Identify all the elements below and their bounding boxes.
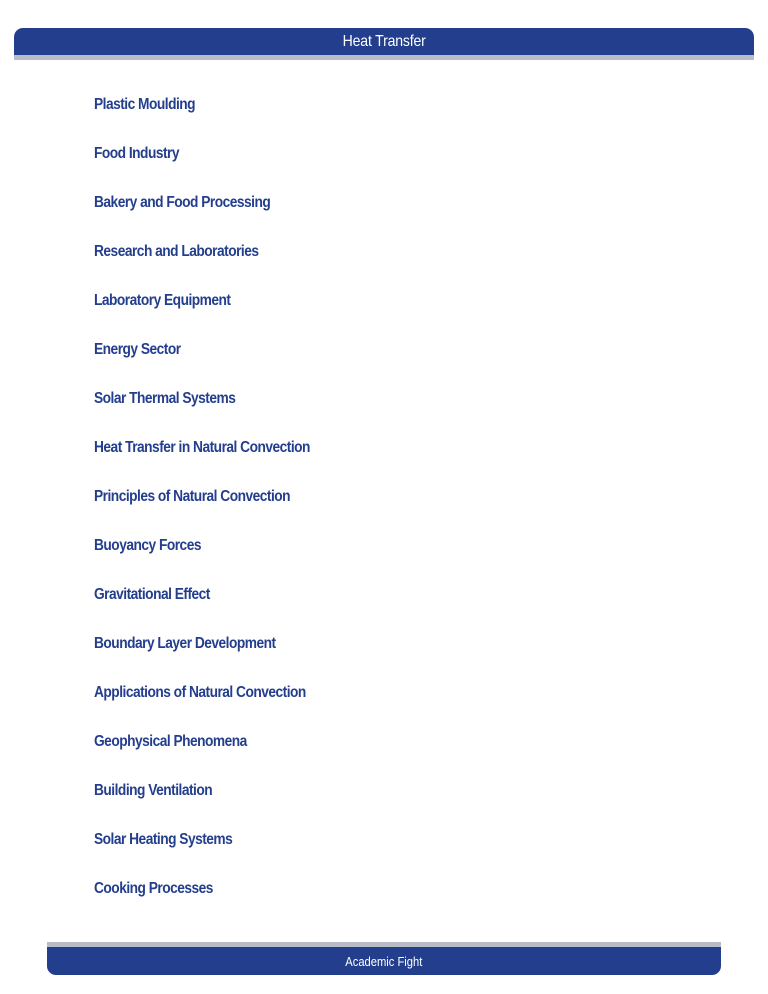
topic-item: Building Ventilation bbox=[94, 782, 213, 799]
header-title: Heat Transfer bbox=[342, 32, 426, 50]
topic-item: Food Industry bbox=[94, 145, 180, 162]
topic-item: Plastic Moulding bbox=[94, 96, 196, 113]
topic-item: Geophysical Phenomena bbox=[94, 733, 247, 750]
page-footer bbox=[47, 947, 721, 975]
page-header bbox=[14, 28, 754, 55]
topic-item: Gravitational Effect bbox=[94, 586, 210, 603]
topic-item: Bakery and Food Processing bbox=[94, 194, 271, 211]
topic-item: Buoyancy Forces bbox=[94, 537, 201, 554]
topic-item: Applications of Natural Convection bbox=[94, 684, 306, 701]
topic-item: Solar Heating Systems bbox=[94, 831, 233, 848]
topic-item: Cooking Processes bbox=[94, 880, 213, 897]
topic-item: Heat Transfer in Natural Convection bbox=[94, 439, 310, 456]
topic-item: Research and Laboratories bbox=[94, 243, 259, 260]
footer-text: Academic Fight bbox=[345, 953, 423, 969]
header-divider bbox=[14, 55, 754, 60]
topic-item: Solar Thermal Systems bbox=[94, 390, 236, 407]
topic-item: Principles of Natural Convection bbox=[94, 488, 291, 505]
topic-list bbox=[94, 92, 345, 925]
topic-item: Laboratory Equipment bbox=[94, 292, 231, 309]
topic-item: Boundary Layer Development bbox=[94, 635, 276, 652]
topic-item: Energy Sector bbox=[94, 341, 181, 358]
